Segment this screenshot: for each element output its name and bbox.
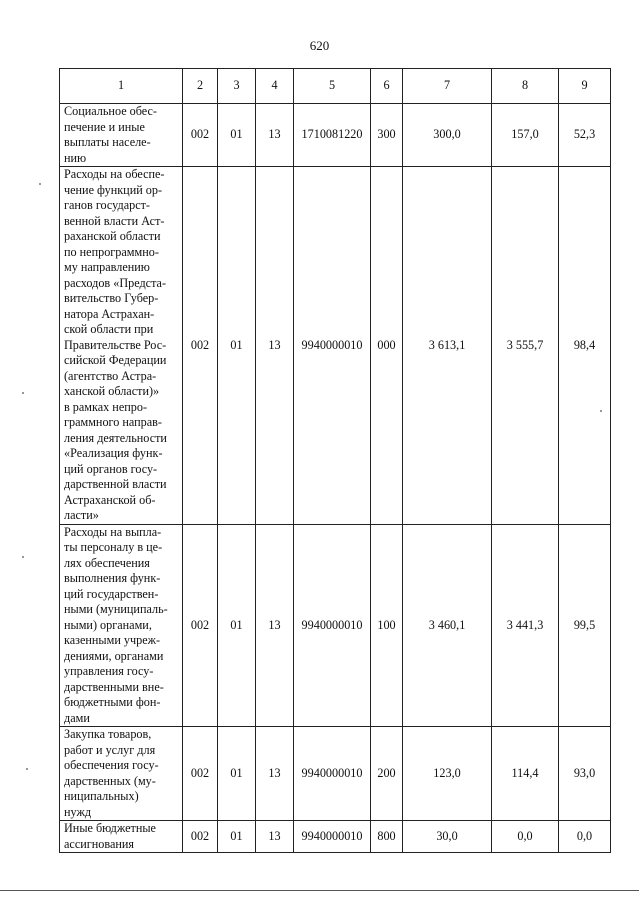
description-line: ций органов госу- (64, 461, 158, 476)
cell-c9: 52,3 (559, 104, 611, 167)
header-cell-8: 8 (492, 69, 559, 104)
description-line: «Реализация функ- (64, 446, 163, 460)
cell-c5: 9940000010 (294, 727, 371, 821)
table-row (60, 821, 611, 853)
description-line: ты персоналу в це- (64, 540, 163, 554)
description-line: му направлению (64, 260, 150, 274)
row-description (60, 727, 183, 821)
cell-c2: 002 (183, 821, 218, 853)
header-cell-3: 3 (218, 69, 256, 104)
description-line: Социальное обес- (64, 104, 157, 118)
table-row (60, 524, 611, 727)
row-description (60, 167, 183, 525)
cell-c6: 100 (371, 524, 403, 727)
description-line: лях обеспечения (64, 555, 150, 570)
cell-c4: 13 (256, 104, 294, 167)
table-header-row (60, 69, 611, 104)
cell-c3: 01 (218, 524, 256, 727)
page-bottom-rule (0, 890, 639, 891)
cell-c2: 002 (183, 104, 218, 167)
description-line: печение и иные (64, 119, 145, 134)
cell-c3: 01 (218, 167, 256, 525)
description-line: ассигнования (64, 836, 135, 851)
description-line: Расходы на обеспе- (64, 167, 165, 181)
description-line: Расходы на выпла- (64, 524, 162, 539)
cell-c8: 0,0 (492, 821, 559, 853)
scan-speck (22, 556, 24, 558)
description-line: Иные бюджетные (64, 821, 156, 835)
header-cell-6: 6 (371, 69, 403, 104)
cell-c2: 002 (183, 167, 218, 525)
cell-c3: 01 (218, 104, 256, 167)
description-line: дами (64, 710, 90, 725)
cell-c7: 3 613,1 (403, 167, 492, 525)
description-line: ными (муниципаль- (64, 602, 168, 616)
description-line: ганов государст- (64, 198, 150, 212)
description-line: ления деятельности (64, 430, 167, 445)
cell-c6: 000 (371, 167, 403, 525)
description-line: ниципальных) (64, 789, 139, 803)
cell-c4: 13 (256, 727, 294, 821)
cell-c8: 3 441,3 (492, 524, 559, 727)
description-line: управления госу- (64, 664, 154, 678)
cell-c9: 0,0 (559, 821, 611, 853)
cell-c3: 01 (218, 727, 256, 821)
cell-c5: 9940000010 (294, 167, 371, 525)
cell-c5: 1710081220 (294, 104, 371, 167)
description-line: казенными учреж- (64, 633, 161, 647)
cell-c9: 98,4 (559, 167, 611, 525)
description-line: натора Астрахан- (64, 306, 155, 321)
scan-speck (22, 392, 24, 394)
cell-c7: 3 460,1 (403, 524, 492, 727)
scan-speck (39, 183, 41, 185)
header-cell-2: 2 (183, 69, 218, 104)
table-row (60, 727, 611, 821)
description-line: бюджетными фон- (64, 695, 161, 709)
description-line: Закупка товаров, (64, 727, 152, 741)
description-line: ской области при (64, 322, 154, 336)
description-line: дарственной власти (64, 477, 167, 491)
description-line: нию (64, 150, 87, 165)
table-row (60, 104, 611, 167)
cell-c5: 9940000010 (294, 524, 371, 727)
row-description (60, 524, 183, 727)
description-line: сийской Федерации (64, 353, 167, 367)
cell-c2: 002 (183, 524, 218, 727)
budget-table (59, 68, 611, 853)
cell-c4: 13 (256, 821, 294, 853)
header-cell-4: 4 (256, 69, 294, 104)
description-line: выполнения функ- (64, 571, 161, 585)
description-line: обеспечения госу- (64, 758, 159, 772)
description-line: расходов «Предста- (64, 275, 167, 290)
description-line: нужд (64, 804, 92, 819)
description-line: вительство Губер- (64, 291, 159, 305)
description-line: Правительстве Рос- (64, 337, 167, 352)
description-line: ций государствен- (64, 586, 159, 601)
description-line: чение функций ор- (64, 182, 163, 197)
row-description (60, 104, 183, 167)
cell-c9: 99,5 (559, 524, 611, 727)
description-line: по непрограммно- (64, 244, 159, 259)
description-line: в рамках непро- (64, 399, 148, 414)
description-line: ласти» (64, 508, 99, 522)
description-line: ными) органами, (64, 617, 152, 632)
description-line: ханской области)» (64, 384, 160, 398)
cell-c5: 9940000010 (294, 821, 371, 853)
description-line: раханской области (64, 229, 161, 243)
cell-c4: 13 (256, 167, 294, 525)
description-line: выплаты населе- (64, 135, 151, 149)
cell-c3: 01 (218, 821, 256, 853)
description-line: дарственными вне- (64, 679, 164, 694)
cell-c8: 3 555,7 (492, 167, 559, 525)
scan-speck (600, 410, 602, 412)
description-line: работ и услуг для (64, 742, 156, 757)
page-number: 620 (309, 38, 330, 53)
cell-c8: 157,0 (492, 104, 559, 167)
header-cell-5: 5 (294, 69, 371, 104)
description-line: Астраханской об- (64, 492, 156, 507)
cell-c6: 800 (371, 821, 403, 853)
description-line: (агентство Астра- (64, 368, 157, 383)
header-cell-1: 1 (60, 69, 183, 104)
row-description (60, 821, 183, 853)
description-line: дениями, органами (64, 648, 164, 663)
table-row (60, 167, 611, 525)
cell-c7: 30,0 (403, 821, 492, 853)
cell-c2: 002 (183, 727, 218, 821)
cell-c8: 114,4 (492, 727, 559, 821)
header-cell-9: 9 (559, 69, 611, 104)
header-cell-7: 7 (403, 69, 492, 104)
table-body (60, 104, 611, 853)
cell-c4: 13 (256, 524, 294, 727)
description-line: граммного направ- (64, 415, 162, 429)
cell-c6: 300 (371, 104, 403, 167)
description-line: венной власти Аст- (64, 213, 165, 228)
cell-c6: 200 (371, 727, 403, 821)
cell-c7: 123,0 (403, 727, 492, 821)
cell-c9: 93,0 (559, 727, 611, 821)
description-line: дарственных (му- (64, 773, 156, 788)
cell-c7: 300,0 (403, 104, 492, 167)
scan-speck (26, 768, 28, 770)
